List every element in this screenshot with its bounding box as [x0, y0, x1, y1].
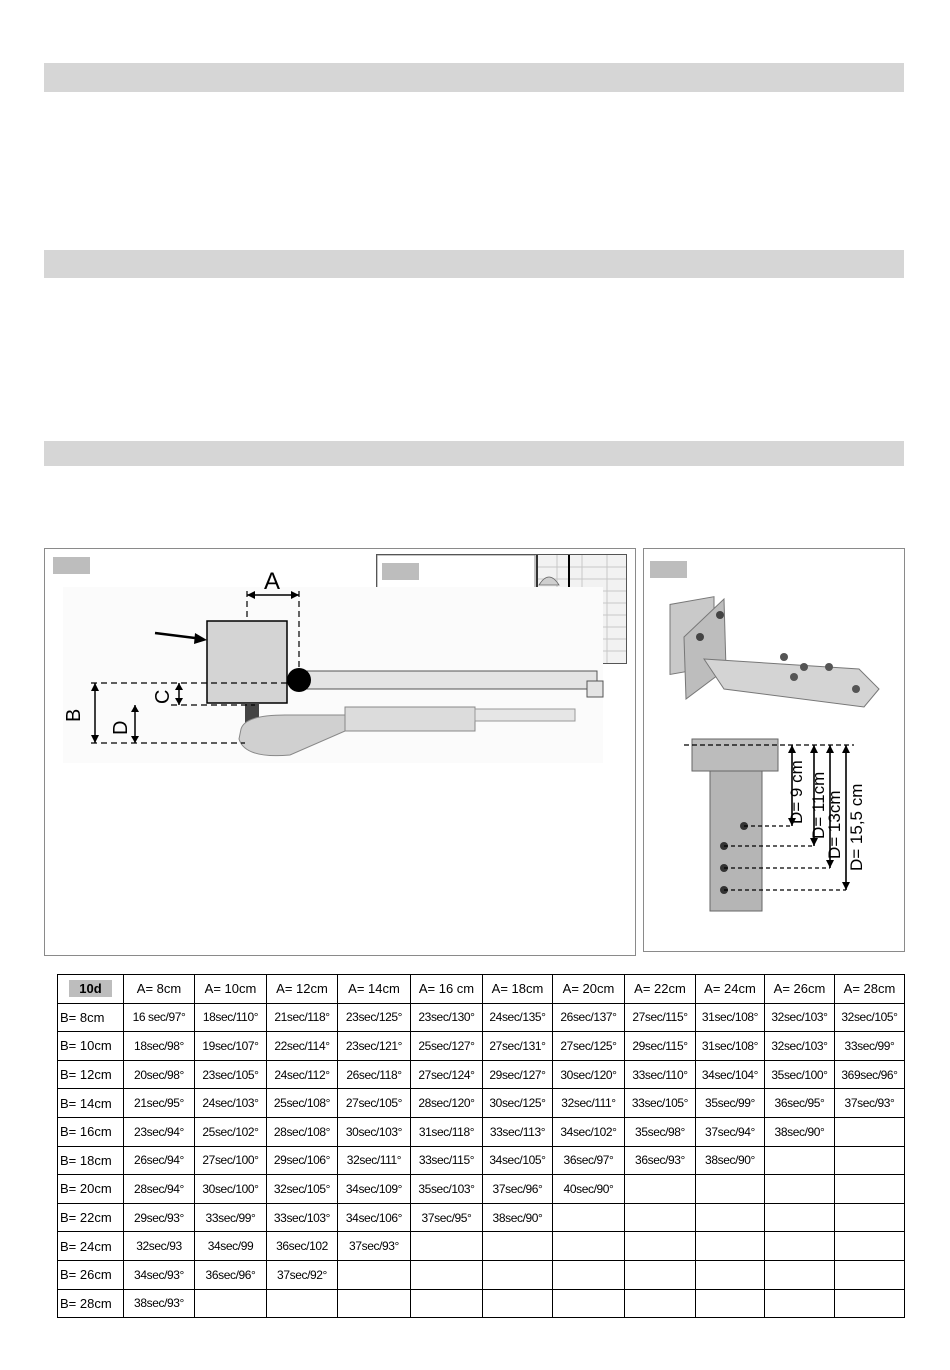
figure-left-frame — [44, 548, 636, 956]
table-cell: 24sec/135° — [483, 1003, 553, 1032]
table-row — [58, 1089, 905, 1118]
table-cell: 32sec/105° — [267, 1175, 338, 1204]
table-cell: 34sec/109° — [338, 1175, 411, 1204]
table-row — [58, 1232, 905, 1261]
table-cell: 25sec/102° — [195, 1117, 267, 1146]
table-cell — [625, 1289, 696, 1318]
column-header: A= 24cm — [696, 975, 765, 1004]
column-header: A= 8cm — [124, 975, 195, 1004]
section-header-bar-1 — [44, 63, 904, 92]
table-cell: 23sec/121° — [338, 1032, 411, 1061]
table-cell: 23sec/105° — [195, 1060, 267, 1089]
dimension-label-b: B — [63, 708, 85, 722]
table-cell: 33sec/105° — [625, 1089, 696, 1118]
table-cell — [338, 1260, 411, 1289]
table-cell: 32sec/103° — [765, 1003, 835, 1032]
table-cell — [696, 1260, 765, 1289]
table-cell: 35sec/98° — [625, 1117, 696, 1146]
table-cell — [835, 1203, 905, 1232]
table-cell: 23sec/94° — [124, 1117, 195, 1146]
table-row — [58, 1146, 905, 1175]
table-cell — [195, 1289, 267, 1318]
table-corner-cell — [58, 975, 124, 1004]
table-cell: 27sec/105° — [338, 1089, 411, 1118]
table-cell: 36sec/93° — [625, 1146, 696, 1175]
table-corner-label: 10d — [69, 980, 111, 997]
table-cell: 23sec/125° — [338, 1003, 411, 1032]
table-cell — [411, 1232, 483, 1261]
table-cell — [696, 1232, 765, 1261]
table-cell — [765, 1260, 835, 1289]
table-cell: 36sec/97° — [553, 1146, 625, 1175]
table-cell: 30sec/103° — [338, 1117, 411, 1146]
table-cell: 29sec/93° — [124, 1203, 195, 1232]
table-cell: 37sec/92° — [267, 1260, 338, 1289]
table-cell: 31sec/108° — [696, 1032, 765, 1061]
row-header: B= 8cm — [58, 1003, 124, 1032]
table-cell: 27sec/115° — [625, 1003, 696, 1032]
table-cell — [835, 1232, 905, 1261]
table-cell: 33sec/99° — [835, 1032, 905, 1061]
table-row — [58, 1260, 905, 1289]
d-label-9cm: D= 9 cm — [787, 760, 806, 824]
table-cell: 29sec/115° — [625, 1032, 696, 1061]
table-cell: 29sec/127° — [483, 1060, 553, 1089]
table-header-row — [58, 975, 905, 1004]
table-cell: 20sec/98° — [124, 1060, 195, 1089]
table-cell: 22sec/114° — [267, 1032, 338, 1061]
table-cell — [625, 1260, 696, 1289]
table-cell: 40sec/90° — [553, 1175, 625, 1204]
row-header: B= 18cm — [58, 1146, 124, 1175]
table-cell — [765, 1175, 835, 1204]
table-row — [58, 1117, 905, 1146]
table-cell: 34sec/93° — [124, 1260, 195, 1289]
table-cell: 35sec/100° — [765, 1060, 835, 1089]
table-cell — [625, 1232, 696, 1261]
table-cell: 37sec/94° — [696, 1117, 765, 1146]
table-cell: 32sec/111° — [553, 1089, 625, 1118]
table-cell: 31sec/118° — [411, 1117, 483, 1146]
d-label-11cm: D= 11cm — [809, 771, 828, 839]
section-header-bar-2 — [44, 250, 904, 278]
table-cell: 16 sec/97° — [124, 1003, 195, 1032]
row-header: B= 28cm — [58, 1289, 124, 1318]
table-cell: 26sec/137° — [553, 1003, 625, 1032]
table-cell — [765, 1203, 835, 1232]
table-cell — [696, 1175, 765, 1204]
table-cell — [483, 1260, 553, 1289]
table-cell — [835, 1260, 905, 1289]
table-cell — [625, 1203, 696, 1232]
table-cell — [765, 1289, 835, 1318]
table-cell: 33sec/99° — [195, 1203, 267, 1232]
row-header: B= 12cm — [58, 1060, 124, 1089]
table-cell: 37sec/95° — [411, 1203, 483, 1232]
row-header: B= 26cm — [58, 1260, 124, 1289]
table-cell: 33sec/103° — [267, 1203, 338, 1232]
table-cell: 38sec/90° — [483, 1203, 553, 1232]
table-cell — [765, 1146, 835, 1175]
table-cell: 38sec/90° — [696, 1146, 765, 1175]
table-cell: 37sec/96° — [483, 1175, 553, 1204]
operator-installation-drawing — [45, 549, 635, 809]
table-cell: 34sec/102° — [553, 1117, 625, 1146]
table-cell — [696, 1289, 765, 1318]
table-cell: 34sec/105° — [483, 1146, 553, 1175]
table-cell: 23sec/130° — [411, 1003, 483, 1032]
table-cell — [483, 1289, 553, 1318]
table-cell: 30sec/125° — [483, 1089, 553, 1118]
table-cell: 30sec/120° — [553, 1060, 625, 1089]
table-cell: 21sec/118° — [267, 1003, 338, 1032]
table-row — [58, 1003, 905, 1032]
dimension-label-c: C — [152, 689, 174, 704]
table-cell: 33sec/113° — [483, 1117, 553, 1146]
d-label-15-5cm: D= 15,5 cm — [847, 783, 866, 871]
table-cell: 37sec/93° — [338, 1232, 411, 1261]
table-cell: 27sec/125° — [553, 1032, 625, 1061]
table-cell: 24sec/112° — [267, 1060, 338, 1089]
table-cell: 38sec/93° — [124, 1289, 195, 1318]
column-header: A= 12cm — [267, 975, 338, 1004]
table-cell: 34sec/104° — [696, 1060, 765, 1089]
row-header: B= 22cm — [58, 1203, 124, 1232]
column-header: A= 14cm — [338, 975, 411, 1004]
table-row — [58, 1175, 905, 1204]
table-cell — [696, 1203, 765, 1232]
table-cell — [483, 1232, 553, 1261]
row-header: B= 10cm — [58, 1032, 124, 1061]
table-cell: 33sec/110° — [625, 1060, 696, 1089]
row-header: B= 16cm — [58, 1117, 124, 1146]
table-cell: 32sec/93 — [124, 1232, 195, 1261]
table-row — [58, 1060, 905, 1089]
table-cell: 21sec/95° — [124, 1089, 195, 1118]
table-cell: 24sec/103° — [195, 1089, 267, 1118]
table-cell: 37sec/93° — [835, 1089, 905, 1118]
table-cell: 29sec/106° — [267, 1146, 338, 1175]
table-cell: 35sec/99° — [696, 1089, 765, 1118]
dimension-label-d: D — [110, 720, 132, 735]
table-cell — [765, 1232, 835, 1261]
dimension-label-a: A — [264, 568, 281, 595]
table-row — [58, 1289, 905, 1318]
table-cell — [338, 1289, 411, 1318]
table-cell: 18sec/110° — [195, 1003, 267, 1032]
table-cell: 27sec/124° — [411, 1060, 483, 1089]
table-cell: 30sec/100° — [195, 1175, 267, 1204]
table-cell: 28sec/94° — [124, 1175, 195, 1204]
column-header: A= 26cm — [765, 975, 835, 1004]
table-cell: 33sec/115° — [411, 1146, 483, 1175]
table-cell: 25sec/127° — [411, 1032, 483, 1061]
table-cell — [553, 1232, 625, 1261]
table-row — [58, 1032, 905, 1061]
row-header: B= 20cm — [58, 1175, 124, 1204]
table-cell: 34sec/106° — [338, 1203, 411, 1232]
table-cell: 28sec/120° — [411, 1089, 483, 1118]
table-cell: 34sec/99 — [195, 1232, 267, 1261]
table-cell: 19sec/107° — [195, 1032, 267, 1061]
table-cell — [835, 1117, 905, 1146]
d-label-13cm: D= 13cm — [825, 790, 844, 859]
column-header: A= 18cm — [483, 975, 553, 1004]
table-cell: 27sec/131° — [483, 1032, 553, 1061]
section-header-bar-3 — [44, 441, 904, 466]
table-cell: 18sec/98° — [124, 1032, 195, 1061]
table-cell: 38sec/90° — [765, 1117, 835, 1146]
table-cell — [411, 1289, 483, 1318]
table-cell — [411, 1260, 483, 1289]
table-cell: 25sec/108° — [267, 1089, 338, 1118]
bracket-illustration — [644, 549, 904, 951]
table-cell — [835, 1175, 905, 1204]
column-header: A= 28cm — [835, 975, 905, 1004]
table-cell: 31sec/108° — [696, 1003, 765, 1032]
table-row — [58, 1203, 905, 1232]
table-cell: 35sec/103° — [411, 1175, 483, 1204]
column-header: A= 22cm — [625, 975, 696, 1004]
table-cell: 36sec/102 — [267, 1232, 338, 1261]
row-header: B= 24cm — [58, 1232, 124, 1261]
table-cell: 36sec/96° — [195, 1260, 267, 1289]
table-cell: 32sec/105° — [835, 1003, 905, 1032]
table-cell — [553, 1289, 625, 1318]
table-cell: 32sec/111° — [338, 1146, 411, 1175]
table-cell — [625, 1175, 696, 1204]
timing-angle-table — [57, 974, 905, 1318]
column-header: A= 10cm — [195, 975, 267, 1004]
table-cell: 26sec/118° — [338, 1060, 411, 1089]
table-cell: 28sec/108° — [267, 1117, 338, 1146]
figure-right-frame — [643, 548, 905, 952]
table-cell: 369sec/96° — [835, 1060, 905, 1089]
table-cell: 26sec/94° — [124, 1146, 195, 1175]
table-cell — [553, 1260, 625, 1289]
table-cell: 36sec/95° — [765, 1089, 835, 1118]
table-cell — [835, 1289, 905, 1318]
column-header: A= 20cm — [553, 975, 625, 1004]
table-cell: 27sec/100° — [195, 1146, 267, 1175]
row-header: B= 14cm — [58, 1089, 124, 1118]
table-cell — [267, 1289, 338, 1318]
table-cell — [835, 1146, 905, 1175]
column-header: A= 16 cm — [411, 975, 483, 1004]
table-cell: 32sec/103° — [765, 1032, 835, 1061]
table-cell — [553, 1203, 625, 1232]
